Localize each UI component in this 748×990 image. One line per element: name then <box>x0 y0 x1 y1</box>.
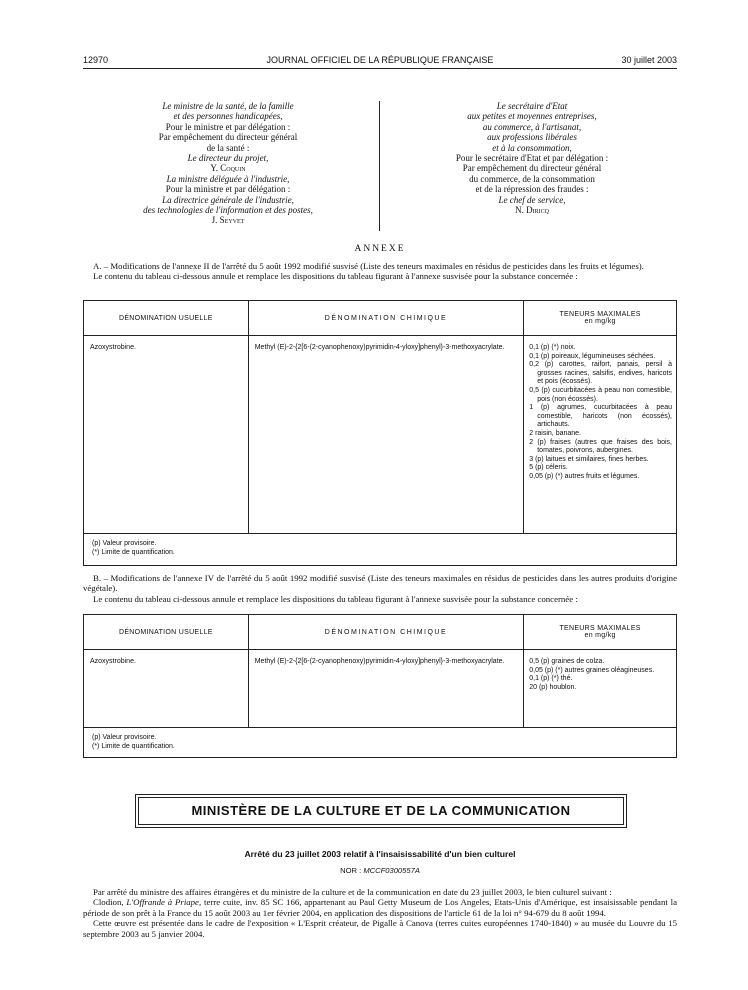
arrete-paragraph: Par arrêté du ministre des affaires étrangères et du ministre de la culture et de la communication en date du 23 juillet 2003, le bien culturel suivant : <box>93 887 612 897</box>
max-level-entry: 0,1 (p) (*) thé. <box>529 675 573 683</box>
artwork-details: , terre cuite, inv. 85 SC 166, appartenant au Paul Getty Museum de Los Angeles, Etats-Unis d'Amérique, est insaisissable pendant la période de son prêt à la France du 15 août 2003 au 1er février 2004, en application des dispositions de l'article 61 de la loi n° 94-679 du 8 août 1994. <box>83 897 677 918</box>
page-number: 12970 <box>83 55 109 65</box>
page-header <box>83 55 677 69</box>
max-level-entry: 5 (p) céleris. <box>529 464 568 472</box>
max-level-entry: 2 raisin, banane. <box>529 429 581 437</box>
sig-line: Par empêchement du directeur général <box>462 163 602 174</box>
max-level-entry: 3 (p) laitues et similaires, fines herbes. <box>529 455 649 463</box>
col-header-max-levels <box>524 615 677 650</box>
journal-title: JOURNAL OFFICIEL DE LA RÉPUBLIQUE FRANÇAISE <box>266 55 494 65</box>
table-annex-ii <box>83 300 677 566</box>
section-a-paragraph: A. – Modifications de l'annexe II de l'arrêté du 5 août 1992 modifié susvisé (Liste des teneurs maximales en résidus de pesticides dans les fruits et légumes). <box>93 261 644 271</box>
col-header-common-name: DÉNOMINATION USUELLE <box>84 615 249 650</box>
sig-name: N. Diricq <box>515 205 549 216</box>
sig-line: et de la répression des fraudes : <box>475 184 589 195</box>
cell-chemical-name: Methyl (E)-2-{2[6-(2-cyanophenoxy)pyrimidin-4-yloxy]phenyl}-3-methoxyacrylate. <box>248 336 524 534</box>
max-level-entry: 1 (p) agrumes, cucurbitacées à peau comestible, haricots (non écossés), artichauts. <box>529 404 672 429</box>
max-level-entry: 20 (p) houblon. <box>529 683 577 691</box>
section-b-intro <box>83 573 677 604</box>
sig-line: au commerce, à l'artisanat, <box>482 121 582 132</box>
col-header-common-name: DÉNOMINATION USUELLE <box>84 301 249 336</box>
col-header-chemical-name: DÉNOMINATION CHIMIQUE <box>248 301 524 336</box>
sig-line: et à la consommation, <box>492 142 572 153</box>
cell-common-name: Azoxystrobine. <box>84 336 249 534</box>
max-level-entry: 0,05 (p) (*) autres graines oléagineuses. <box>529 666 655 674</box>
max-level-entry: 2 (p) fraises (autres que fraises des bois, tomates, poivrons, aubergines. <box>529 438 672 455</box>
table-header-row <box>84 301 677 336</box>
sig-line: La directrice générale de l'industrie, <box>162 194 294 205</box>
cell-common-name: Azoxystrobine. <box>84 650 249 728</box>
sig-line: Le directeur du projet, <box>187 153 269 164</box>
sig-line: de la santé : <box>206 142 250 153</box>
table-annex-iv <box>83 614 677 758</box>
signature-block <box>83 101 677 231</box>
table-row <box>84 650 677 728</box>
col-header-max-levels-line1: TENEURS MAXIMALES <box>559 625 641 632</box>
sig-line: Pour la ministre et par délégation : <box>165 184 291 195</box>
section-b-paragraph: B. – Modifications de l'annexe IV de l'arrêté du 5 août 1992 modifié susvisé (Liste des teneurs maximales en résidus de pesticides dans les autres produits d'origine végétale). <box>83 573 677 594</box>
max-level-entry: 0,5 (p) graines de colza. <box>529 658 605 665</box>
col-header-max-levels-line2: en mg/kg <box>584 632 616 639</box>
sig-line: Pour le ministre et par délégation : <box>165 121 291 132</box>
nor-reference <box>83 866 677 875</box>
publication-date: 30 juillet 2003 <box>621 55 677 65</box>
table-notes-row <box>84 728 677 758</box>
arrete-paragraph: Cette œuvre est présentée dans le cadre de l'exposition « L'Esprit créateur, de Pigalle à Canova (terres cuites européennes 1740-1840) » au musée du Louvre du 15 septembre 2003 au 5 janvier 2004. <box>83 918 677 939</box>
annexe-title: ANNEXE <box>354 244 406 254</box>
col-header-chemical-name: DÉNOMINATION CHIMIQUE <box>248 615 524 650</box>
signature-left <box>83 101 373 226</box>
note-quantification: (*) Limite de quantification. <box>92 548 175 556</box>
sig-name: Y. Coquin <box>210 163 246 174</box>
max-level-entry: 0,1 (p) (*) noix. <box>529 344 576 351</box>
max-level-entry: 0,2 (p) carottes, raifort, panais, persil à grosses racines, salsifis, endives, haricots et pois (écossés). <box>529 361 672 386</box>
ministry-banner: MINISTÈRE DE LA CULTURE ET DE LA COMMUNICATION <box>138 797 624 825</box>
max-level-entry: 0,1 (p) poireaux, légumineuses séchées. <box>529 352 656 360</box>
col-header-max-levels <box>524 301 677 336</box>
note-quantification: (*) Limite de quantification. <box>92 742 175 750</box>
note-provisional: (p) Valeur provisoire. <box>92 734 157 741</box>
arrete-title: Arrêté du 23 juillet 2003 relatif à l'insaisissabilité d'un bien culturel <box>244 849 516 859</box>
sig-line: des technologies de l'information et des postes, <box>143 205 313 216</box>
sig-name: J. Seyvet <box>211 215 245 226</box>
column-divider <box>379 101 380 231</box>
nor-code: MCCF0300557A <box>363 866 420 875</box>
sig-line: aux petites et moyennes entreprises, <box>467 111 597 122</box>
cell-chemical-name: Methyl (E)-2-{2[6-(2-cyanophenoxy)pyrimidin-4-yloxy]phenyl}-3-methoxyacrylate. <box>248 650 524 728</box>
signature-right <box>387 101 677 215</box>
sig-line: aux professions libérales <box>487 132 577 143</box>
arrete-paragraph <box>83 897 677 918</box>
sig-line: Le ministre de la santé, de la famille <box>162 101 294 111</box>
section-a-paragraph: Le contenu du tableau ci-dessous annule et remplace les dispositions du tableau figurant à l'annexe susvisée pour la substance concernée : <box>93 271 578 282</box>
artist-name: Clodion, <box>93 897 124 908</box>
col-header-max-levels-line1: TENEURS MAXIMALES <box>559 311 641 318</box>
table-row <box>84 336 677 534</box>
note-provisional: (p) Valeur provisoire. <box>92 540 157 547</box>
col-header-max-levels-line2: en mg/kg <box>584 318 616 325</box>
table-notes <box>84 728 677 758</box>
sig-line: Par empêchement du directeur général <box>158 132 298 143</box>
max-level-entry: 0,05 (p) (*) autres fruits et légumes. <box>529 472 640 480</box>
artwork-title: L'Offrande à Priape <box>126 897 199 908</box>
sig-line: Le chef de service, <box>498 194 566 205</box>
nor-label: NOR : <box>340 866 362 875</box>
table-notes-row <box>84 534 677 566</box>
section-b-paragraph: Le contenu du tableau ci-dessous annule et remplace les dispositions du tableau figurant à l'annexe susvisée pour la substance concernée : <box>93 593 578 604</box>
table-header-row <box>84 615 677 650</box>
header-rule <box>83 68 677 69</box>
max-level-entry: 0,5 (p) cucurbitacées à peau non comestible, pois (non écossés). <box>529 386 672 403</box>
section-a-intro <box>83 261 677 282</box>
cell-max-levels <box>524 336 677 534</box>
arrete-body <box>83 887 677 939</box>
sig-line: Le secrétaire d'Etat <box>496 101 568 111</box>
sig-line: et des personnes handicapées, <box>173 111 283 122</box>
table-notes <box>84 534 677 566</box>
cell-max-levels <box>524 650 677 728</box>
sig-line: Pour le secrétaire d'Etat et par délégation : <box>455 153 609 164</box>
sig-line: du commerce, de la consommation <box>469 173 595 184</box>
sig-line: La ministre déléguée à l'industrie, <box>166 173 290 184</box>
